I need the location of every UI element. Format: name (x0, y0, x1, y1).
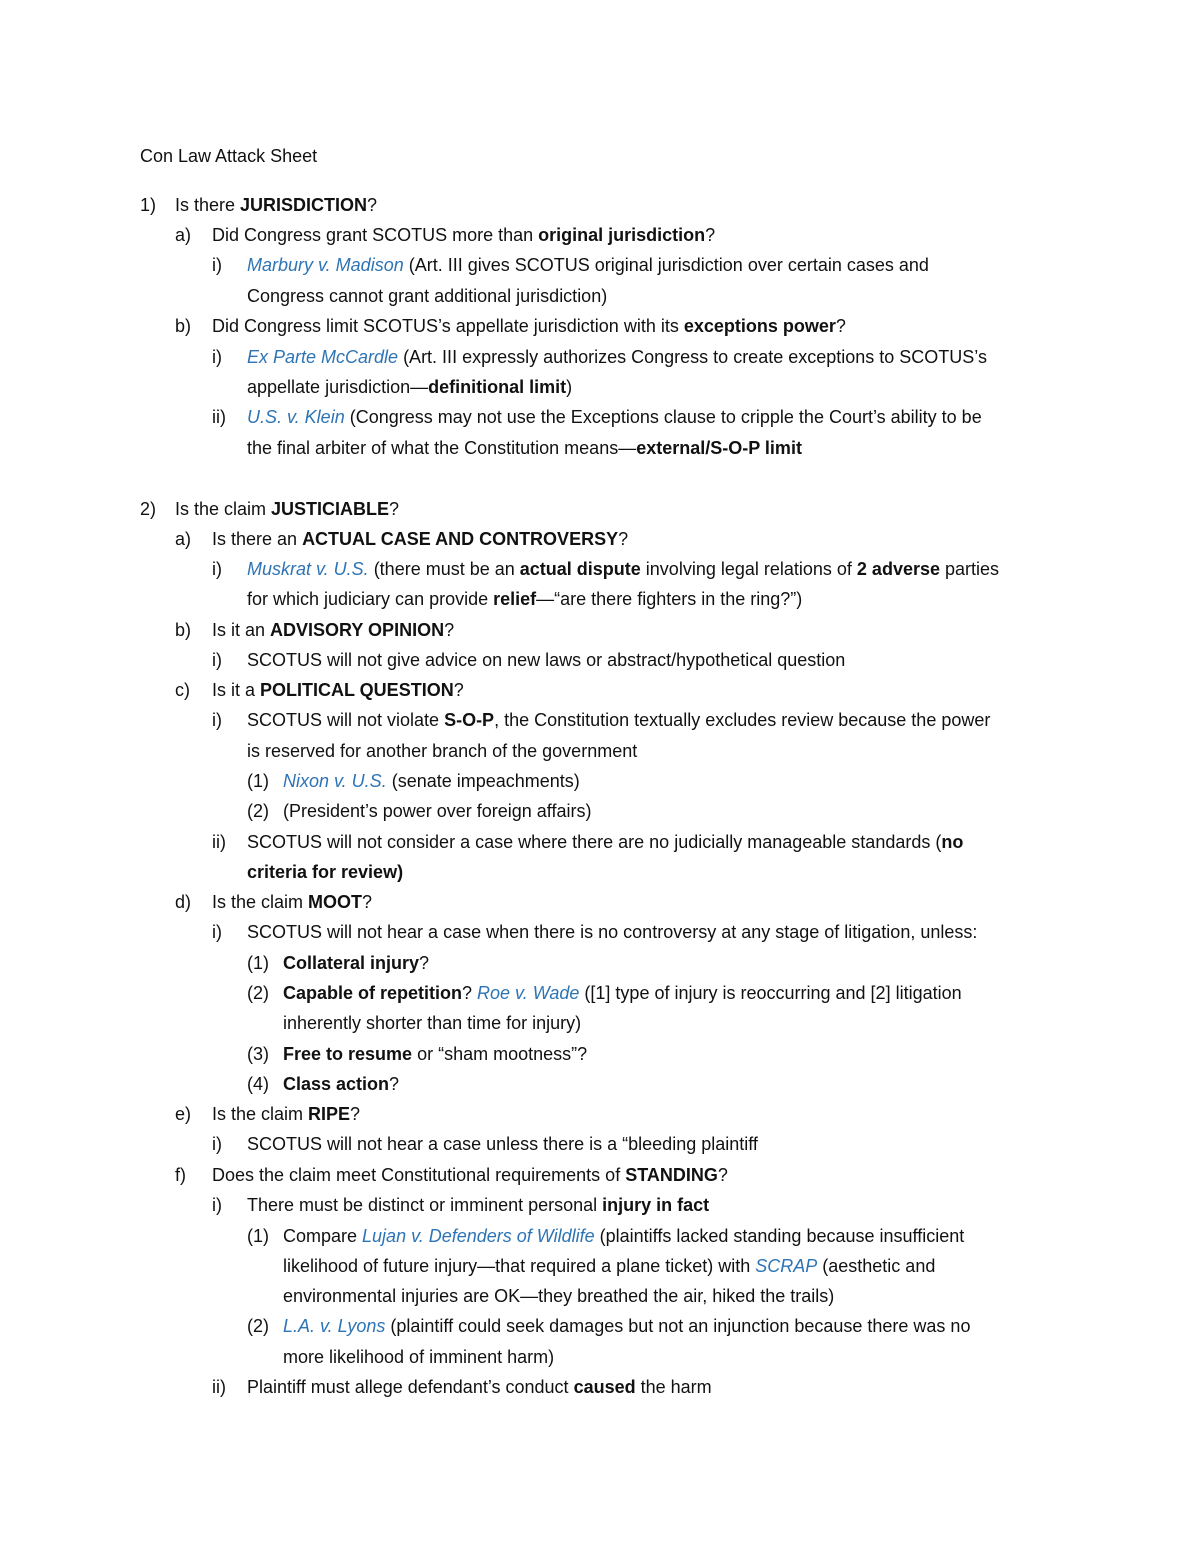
bold-term: RIPE (308, 1104, 351, 1124)
outline-line (247, 1194, 709, 1216)
text-segment: There must be distinct or imminent personal (247, 1195, 603, 1215)
text-segment: likelihood of future injury—that required a plane ticket) with (283, 1256, 756, 1276)
outline-label: i) (212, 650, 222, 670)
outline-line (247, 437, 802, 459)
outline-line (212, 315, 846, 337)
outline-label: a) (175, 529, 192, 549)
outline-line (247, 346, 987, 368)
text-segment: (Art. III expressly authorizes Congress to create exceptions to SCOTUS’s (398, 347, 987, 367)
outline-label: i) (212, 710, 222, 730)
text-segment: ? (618, 529, 629, 549)
bold-term: Capable of repetition (283, 983, 463, 1003)
outline-label: i) (212, 559, 222, 579)
outline-line (212, 1103, 360, 1125)
text-segment: SCOTUS will not violate (247, 710, 445, 730)
text-segment: more likelihood of imminent harm) (283, 1347, 555, 1367)
bold-term: 2 adverse (856, 559, 940, 579)
bold-term: MOOT (308, 892, 363, 912)
outline-line (212, 224, 715, 246)
text-segment: appellate jurisdiction— (247, 377, 429, 397)
outline-line (283, 1012, 581, 1034)
bold-term: Collateral injury (283, 953, 420, 973)
outline-line (175, 498, 399, 520)
text-segment: ([1] type of injury is reoccurring and [2] litigation (579, 983, 962, 1003)
outline-line (175, 194, 377, 216)
text-segment: , the Constitution textually excludes review because the power (494, 710, 991, 730)
bold-term: caused (573, 1377, 636, 1397)
text-segment: Is there an (212, 529, 303, 549)
bold-term: injury in fact (602, 1195, 710, 1215)
text-segment: Did Congress limit SCOTUS’s appellate jurisdiction with its (212, 316, 684, 336)
outline-line (283, 770, 580, 792)
text-segment: (Congress may not use the Exceptions clause to cripple the Court’s ability to be (344, 407, 982, 427)
text-segment: SCOTUS will not give advice on new laws or abstract/hypothetical question (247, 650, 846, 670)
outline-label: a) (175, 225, 192, 245)
case-name: SCRAP (755, 1256, 818, 1276)
text-segment: Is it an (212, 620, 271, 640)
text-segment: ? (705, 225, 716, 245)
bold-term: Free to resume (283, 1044, 413, 1064)
bold-term: no (941, 832, 964, 852)
text-segment: ? (453, 680, 464, 700)
text-segment: Plaintiff must allege defendant’s conduct (247, 1377, 574, 1397)
outline-line (283, 1043, 587, 1065)
text-segment: ? (462, 983, 478, 1003)
text-segment: SCOTUS will not consider a case where there are no judicially manageable standards ( (247, 832, 942, 852)
bold-term: JUSTICIABLE (271, 499, 390, 519)
outline-line (247, 921, 977, 943)
outline-line (247, 709, 990, 731)
bold-term: criteria for review) (247, 862, 404, 882)
outline-label: i) (212, 255, 222, 275)
text-segment: Is the claim (175, 499, 272, 519)
outline-line (283, 1285, 834, 1307)
outline-label: i) (212, 1195, 222, 1215)
bold-term: JURISDICTION (240, 195, 368, 215)
outline-line (247, 740, 637, 762)
text-segment: ? (717, 1165, 728, 1185)
text-segment: is reserved for another branch of the government (247, 741, 638, 761)
outline-label: b) (175, 620, 192, 640)
text-segment: (aesthetic and (817, 1256, 936, 1276)
outline-label: e) (175, 1104, 192, 1124)
text-segment: (President’s power over foreign affairs) (283, 801, 592, 821)
outline-line (247, 1133, 758, 1155)
outline-line (283, 982, 962, 1004)
outline-label: (1) (247, 953, 269, 973)
text-segment: parties (940, 559, 1000, 579)
text-segment: Is there (175, 195, 241, 215)
case-name: Nixon v. U.S. (283, 771, 387, 791)
text-segment: (Art. III gives SCOTUS original jurisdiction over certain cases and (403, 255, 929, 275)
case-name: Roe v. Wade (477, 983, 580, 1003)
outline-label: i) (212, 347, 222, 367)
outline-label: (2) (247, 983, 269, 1003)
outline-line (283, 800, 591, 822)
text-segment: environmental injuries are OK—they breathed the air, hiked the trails) (283, 1286, 835, 1306)
outline-line (247, 588, 802, 610)
outline-line (212, 679, 464, 701)
outline-label: 1) (140, 195, 157, 215)
text-segment: for which judiciary can provide (247, 589, 494, 609)
outline-label: ii) (212, 407, 226, 427)
text-segment: Did Congress grant SCOTUS more than (212, 225, 539, 245)
outline-label: d) (175, 892, 192, 912)
outline-line (283, 1255, 935, 1277)
outline-line (247, 649, 845, 671)
text-segment: Is the claim (212, 1104, 309, 1124)
outline-label: (1) (247, 1226, 269, 1246)
case-name: Lujan v. Defenders of Wildlife (362, 1226, 595, 1246)
text-segment: —“are there fighters in the ring?”) (536, 589, 803, 609)
bold-term: original jurisdiction (538, 225, 706, 245)
text-segment: involving legal relations of (640, 559, 857, 579)
text-segment: Congress cannot grant additional jurisdiction) (247, 286, 608, 306)
outline-line (212, 528, 628, 550)
outline-label: ii) (212, 1377, 226, 1397)
text-segment: ? (444, 620, 455, 640)
outline-label: i) (212, 1134, 222, 1154)
outline-line (247, 285, 607, 307)
bold-term: Class action (283, 1074, 390, 1094)
text-segment: ? (367, 195, 378, 215)
text-segment: ) (566, 377, 573, 397)
outline-line (247, 1376, 712, 1398)
bold-term: external/S-O-P limit (636, 438, 802, 458)
document-title: Con Law Attack Sheet (140, 146, 318, 166)
outline-label: ii) (212, 832, 226, 852)
case-name: L.A. v. Lyons (283, 1316, 386, 1336)
text-segment: (plaintiff could seek damages but not an injunction because there was no (385, 1316, 971, 1336)
case-name: Ex Parte McCardle (247, 347, 399, 367)
outline-line (283, 1073, 399, 1095)
case-name: Muskrat v. U.S. (247, 559, 369, 579)
outline-label: f) (175, 1165, 186, 1185)
outline-label: (3) (247, 1044, 269, 1064)
bold-term: POLITICAL QUESTION (260, 680, 454, 700)
bold-term: definitional limit (428, 377, 567, 397)
outline-label: b) (175, 316, 192, 336)
outline-line (247, 254, 929, 276)
text-segment: (plaintiffs lacked standing because insufficient (594, 1226, 965, 1246)
case-name: U.S. v. Klein (247, 407, 345, 427)
outline-label: c) (175, 680, 190, 700)
bold-term: relief (493, 589, 537, 609)
case-name: Marbury v. Madison (247, 255, 404, 275)
text-segment: or “sham mootness”? (412, 1044, 588, 1064)
outline-line (283, 1346, 554, 1368)
outline-label: 2) (140, 499, 157, 519)
text-segment: Compare (283, 1226, 363, 1246)
outline-line (212, 891, 372, 913)
outline-line (247, 406, 982, 428)
text-segment: ? (389, 499, 400, 519)
text-segment: the final arbiter of what the Constitution means— (247, 438, 637, 458)
outline-label: (1) (247, 771, 269, 791)
outline-label: (4) (247, 1074, 269, 1094)
outline-label: i) (212, 922, 222, 942)
outline-label: (2) (247, 801, 269, 821)
text-segment: SCOTUS will not hear a case unless there is a “bleeding plaintiff (247, 1134, 758, 1154)
text-segment: SCOTUS will not hear a case when there is no controversy at any stage of litigation, unless: (247, 922, 978, 942)
text-segment: Is it a (212, 680, 261, 700)
outline-label: (2) (247, 1316, 269, 1336)
outline-line (247, 861, 403, 883)
text-segment: (senate impeachments) (386, 771, 580, 791)
bold-term: actual dispute (519, 559, 641, 579)
text-segment: ? (389, 1074, 400, 1094)
outline-line (212, 1164, 728, 1186)
bold-term: exceptions power (683, 316, 836, 336)
text-segment: the harm (635, 1377, 712, 1397)
outline-line (247, 831, 963, 853)
bold-term: S-O-P (444, 710, 495, 730)
text-segment: (there must be an (368, 559, 520, 579)
outline-line (283, 952, 429, 974)
text-segment: ? (362, 892, 373, 912)
outline-line (283, 1225, 964, 1247)
bold-term: ADVISORY OPINION (270, 620, 445, 640)
text-segment: ? (835, 316, 846, 336)
outline-line (247, 376, 572, 398)
outline-line (247, 558, 999, 580)
text-segment: Is the claim (212, 892, 309, 912)
outline-line (212, 619, 454, 641)
bold-term: ACTUAL CASE AND CONTROVERSY (302, 529, 619, 549)
text-segment: ? (350, 1104, 361, 1124)
text-segment: Does the claim meet Constitutional requirements of (212, 1165, 626, 1185)
text-segment: ? (419, 953, 430, 973)
text-segment: inherently shorter than time for injury) (283, 1013, 582, 1033)
bold-term: STANDING (625, 1165, 718, 1185)
outline-line (283, 1315, 970, 1337)
